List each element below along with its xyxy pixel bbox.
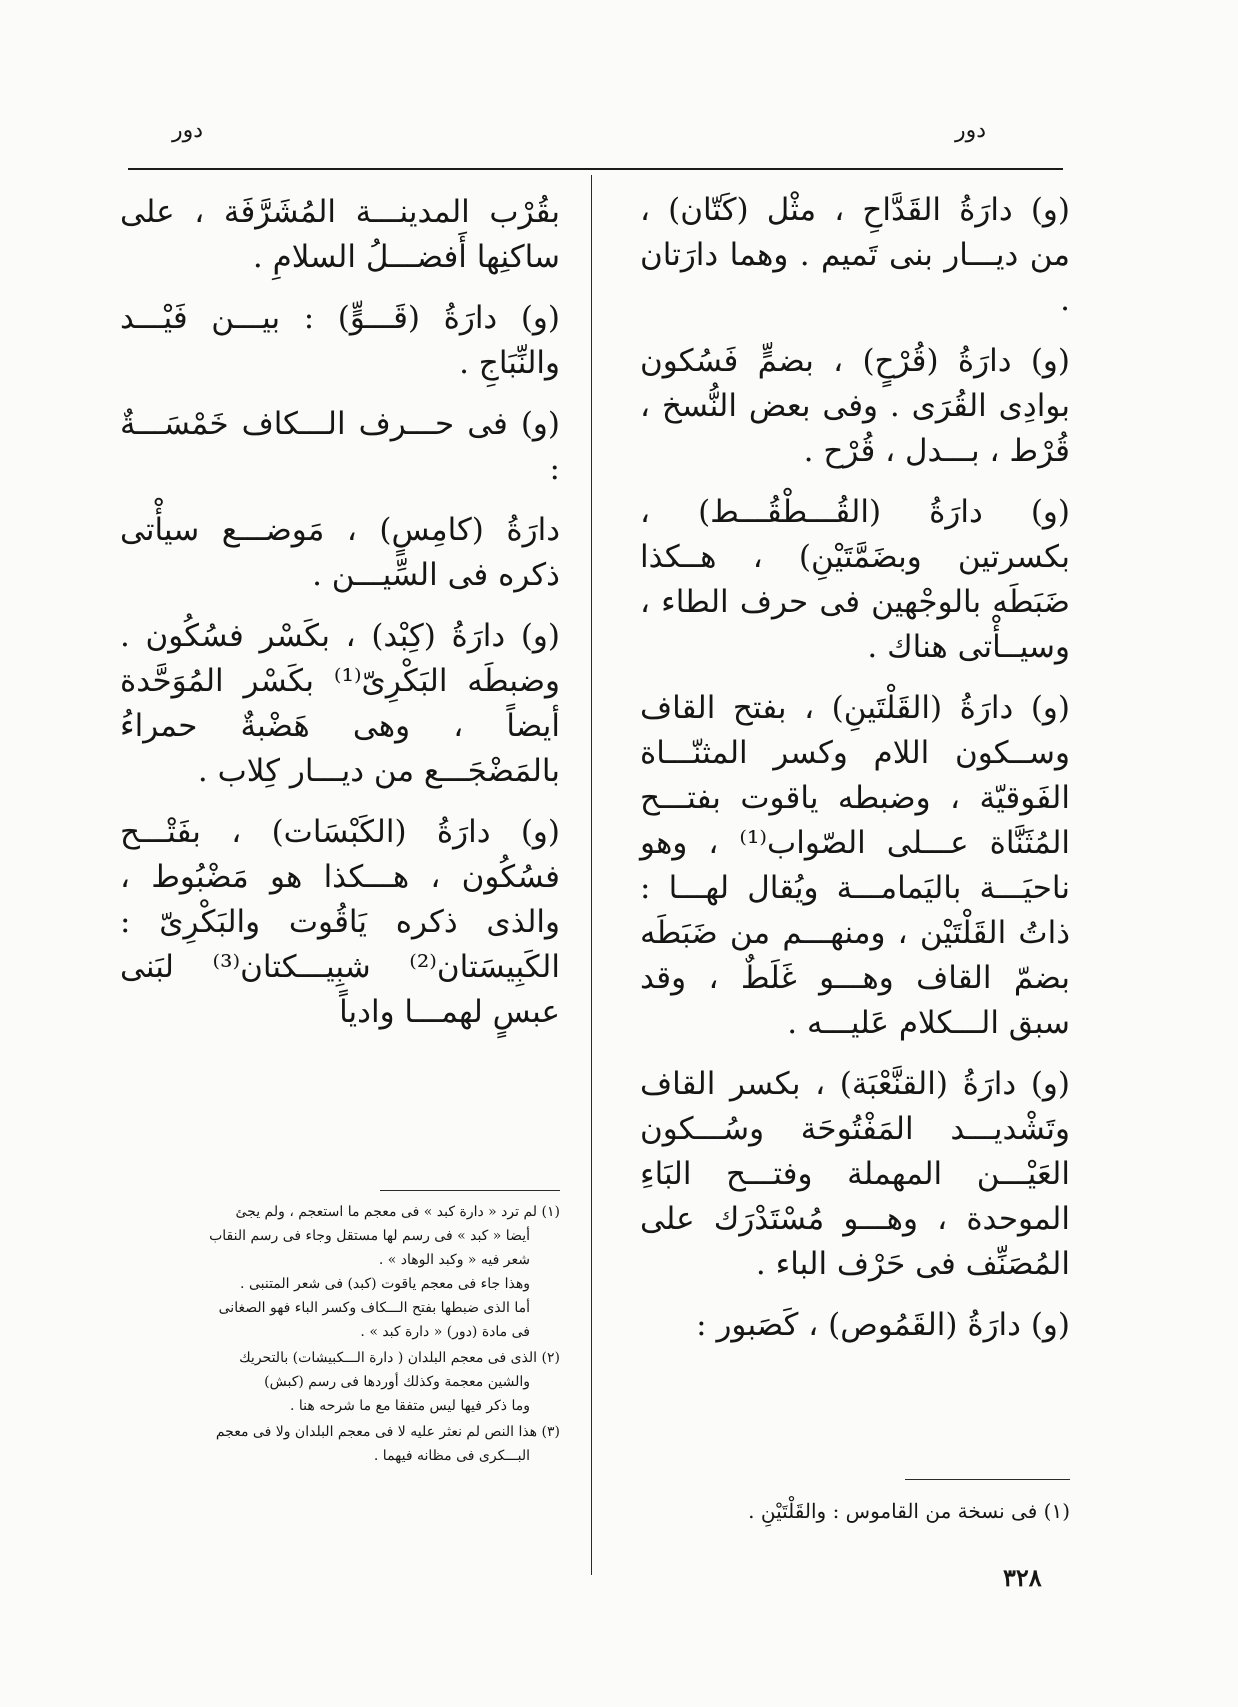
footnote-line: الذى فى معجم البلدان ( دارة الـــكبيشات) بالتحريك: [239, 1350, 538, 1366]
footnote-line: أيضا « كبد » فى رسم لها مستقل وجاء فى رسم النقاب: [209, 1228, 530, 1244]
footnote-2: [128, 1346, 560, 1418]
entry-madina-continuation: بقُرْب المدينـــة المُشَرَّفَة ، على ساكنِها أَفضـــلُ السلامِ .: [120, 194, 560, 275]
footnote-line: والشين معجمة وكذلك أوردها فى رسم (كبش): [264, 1374, 530, 1390]
footnote-line: شعر فيه « وكبد الوهاد » .: [378, 1252, 530, 1268]
footnote-line: أما الذى ضبطها بفتح الـــكاف وكسر الباء فهو الصغانى: [218, 1300, 530, 1316]
entry-dara-qutqut: (و) دارَةُ (القُـــطْقُـــط) ، بكسرتين وبضَمَّتَيْنِ) ، هــكذا ضَبَطَه بالوجْهين فى حرف الطاء ، وسيــأْتى هناك .: [640, 494, 1070, 665]
header-rule: [128, 168, 1063, 170]
footnote-3: [128, 1420, 560, 1468]
footnote-number: (٣): [541, 1424, 560, 1440]
page-number: ٣٢٨: [1003, 1563, 1042, 1592]
entry-dara-qaltayn: (و) دارَةُ (القَلْتَينِ) ، بفتح القاف وســكون اللام وكسر المثنّـــاة الفَوقيّة ، وضبطه ياقوت بفتـــح المُثَنَّاة عـــلى الصّواب⁽¹⁾ ، وهو ناحيَـــة باليَمامـــة ويُقال لهـــا : ذاتُ القَلْتَيْن ، ومنهـــم من ضَبَطَه بضمّ القاف وهـــو غَلَطٌ ، وقد سبق الـــكلام عَليـــه .: [640, 690, 1070, 1041]
footnote-line: وما ذكر فيها ليس متفقا مع ما شرحه هنا .: [290, 1398, 530, 1414]
footnote-number: (١): [541, 1204, 560, 1220]
footnote-line: لم ترد « دارة كبد » فى معجم ما استعجم ، ولم يجئ: [235, 1204, 538, 1220]
footnote-1: [128, 1200, 560, 1344]
entry-kaf-heading: (و) فى حـــرف الـــكاف خَمْسَـــةٌ :: [120, 406, 560, 487]
footnote-number: (٢): [541, 1350, 560, 1366]
entry-dara-qaww: (و) دارَةُ (قَـــوٍّ) : بيـــن فَيْـــد والنِّبَاجِ .: [120, 300, 560, 381]
footnote-line: هذا النص لم نعثر عليه لا فى معجم البلدان ولا فى معجم: [215, 1424, 538, 1440]
footnote-rule-right: [905, 1479, 1070, 1480]
running-header-left: دور: [172, 118, 204, 143]
running-header-right: دور: [955, 118, 987, 143]
entry-dara-qamus: (و) دارَةُ (القَمُوص) ، كَصَبور :: [696, 1307, 1070, 1343]
footnote-line: فى مادة (دور) « دارة كبد » .: [360, 1324, 530, 1340]
footnote-line: وهذا جاء فى معجم ياقوت (كبد) فى شعر المتنبى .: [240, 1276, 530, 1292]
entry-dara-kamis: دارَةُ (كامِسٍ) ، مَوضـــع سيأْتى ذكره فى السِّيـــن .: [120, 512, 560, 593]
entry-dara-qaddah: (و) دارَةُ القَدَّاحِ ، مثْل (كَتّان) ، من ديـــار بنى تَميم . وهما دارَتان .: [640, 192, 1070, 318]
left-column: [120, 190, 560, 1051]
column-divider: [591, 175, 592, 1575]
footnote-right: (١) فى نسخة من القاموس : والقَلْتَيْنِ .: [748, 1499, 1070, 1523]
footnote-line: البـــكرى فى مظانه فيهما .: [373, 1448, 530, 1464]
entry-dara-kibd: (و) دارَةُ (كِبْد) ، بكَسْر فسُكُون . وضبطَه البَكْرِىّ⁽¹⁾ بكَسْر المُوَحَّدة أيضاً ، وهى هَضْبةٌ حمراءُ بالمَضْجَـــع من ديـــار كِلاب .: [120, 618, 560, 789]
entry-dara-qurh: (و) دارَةُ (قُرْحٍ) ، بضمٍّ فَسُكون بوادِى القُرَى . وفى بعض النُّسخ ، قُرْط ، بـــدل ، قُرْح .: [640, 343, 1070, 469]
entry-dara-kabsat: (و) دارَةُ (الكَبْسَات) ، بفَتْـــح فسُكُون ، هـــكذا هو مَضْبُوط ، والذى ذكره يَاقُوت والبَكْرِىّ : الكَبِيسَتان⁽²⁾ شبِيـــكتان⁽³⁾ لبَنى عبسٍ لهمـــا وادياً: [120, 814, 560, 1030]
footnote-rule-left: [380, 1190, 560, 1191]
right-column: [640, 188, 1070, 1364]
entry-dara-qinnaba: (و) دارَةُ (القنَّعْبَة) ، بكسر القاف وتَشْديـــد المَفْتُوحَة وسُـــكون العَيْـــن المهملة وفتـــح البَاءِ الموحدة ، وهـــو مُسْتَدْرَك على المُصَنِّف فى حَرْف الباء .: [640, 1066, 1070, 1282]
footnotes-left: [128, 1200, 560, 1470]
